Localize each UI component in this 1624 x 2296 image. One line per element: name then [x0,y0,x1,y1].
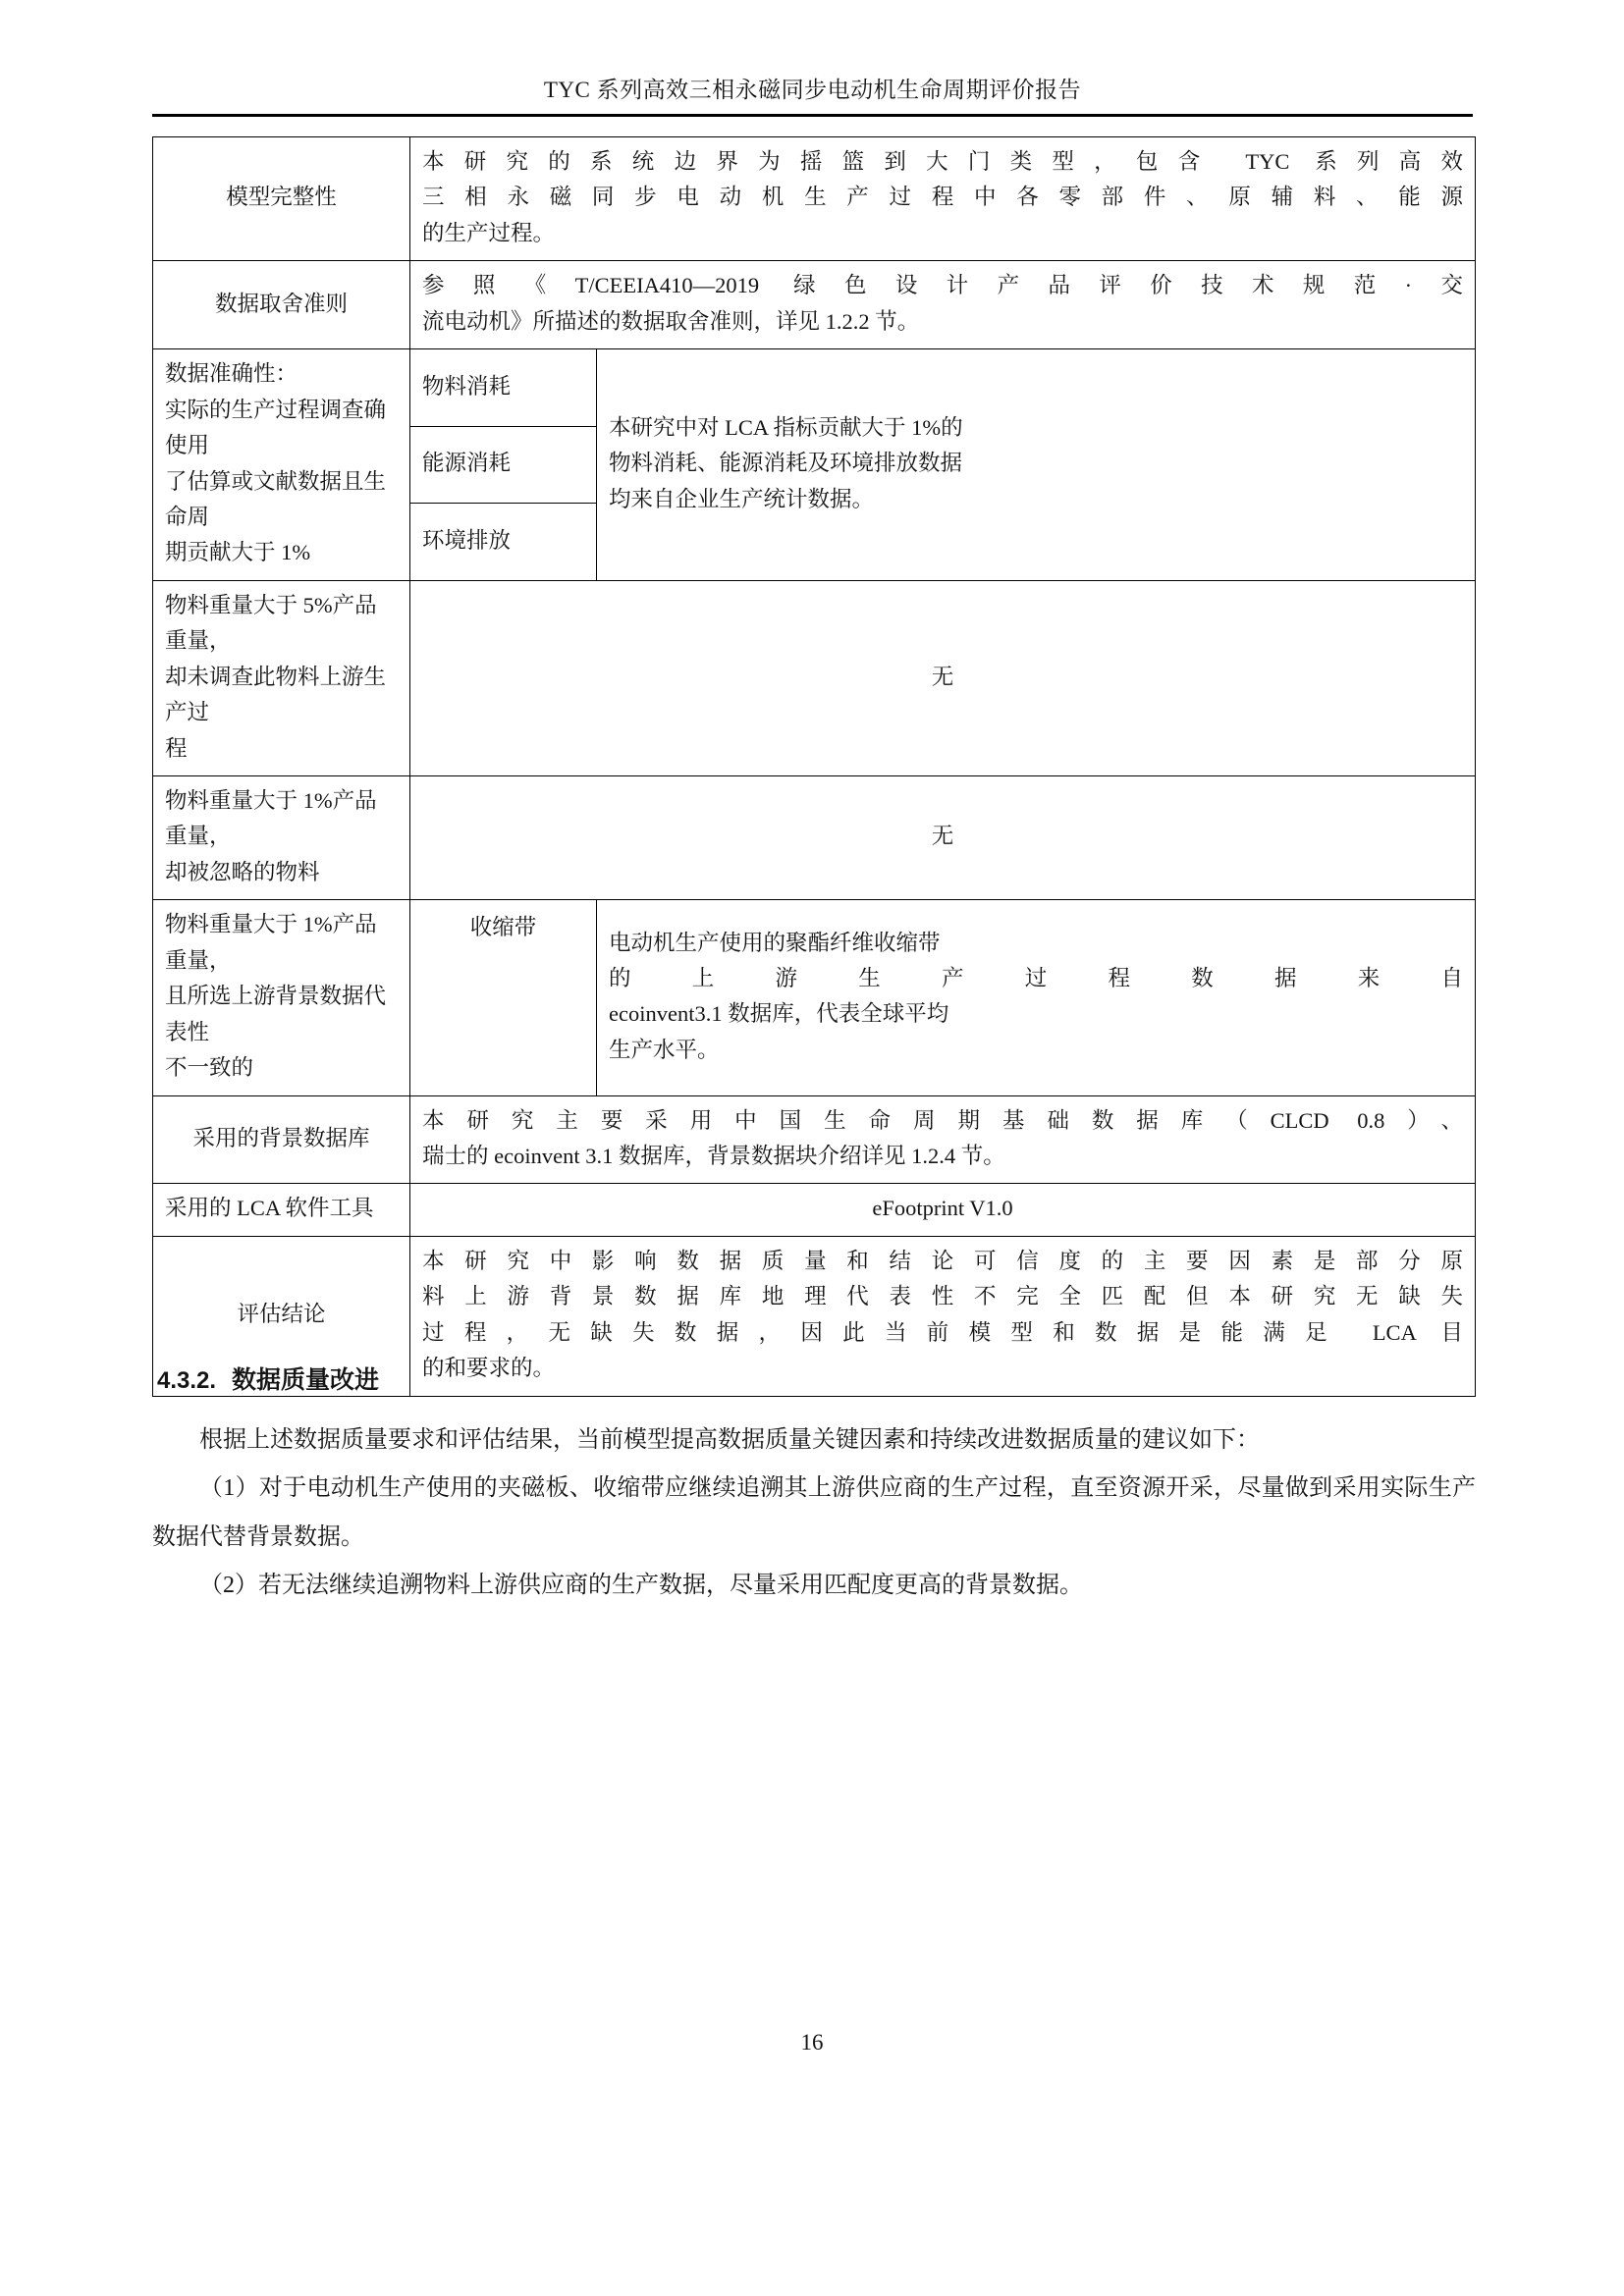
running-header-title: TYC 系列高效三相永磁同步电动机生命周期评价报告 [543,78,1082,102]
label-line: 却被忽略的物料 [165,859,320,884]
row-value-data-accuracy [597,349,1476,581]
row-label-model-completeness: 模型完整性 [153,137,410,261]
row-label-background-data-inconsistent [153,900,410,1095]
value-line: 过程，无缺失数据，因此当前模型和数据是能满足 LCA 目 [422,1319,1464,1345]
value-line: 本研究中影响数据质量和结论可信度的主要因素是部分原 [422,1248,1464,1273]
value-line: 本研究主要采用中国生命周期基础数据库（CLCD 0.8）、 [422,1107,1464,1133]
row-label-background-database: 采用的背景数据库 [153,1095,410,1184]
label-line: 不一致的 [165,1055,254,1081]
value-line: 的和要求的。 [422,1356,556,1381]
row-value-cutoff-criteria [410,261,1476,349]
table-row [153,580,1476,775]
value-line: 本研究中对 LCA 指标贡献大于 1%的 [609,414,963,440]
paragraph-intro: 根据上述数据质量要求和评估结果，当前模型提高数据质量关键因素和持续改进数据质量的建议如下： [199,1427,1260,1453]
value-line: 流电动机》所描述的数据取舍准则，详见 1.2.2 节。 [422,308,920,334]
section-title: 数据质量改进 [232,1366,380,1394]
running-header [152,77,1473,117]
section-number: 4.3.2. [157,1367,217,1394]
row-value-lca-software: eFootprint V1.0 [410,1184,1476,1236]
value-line: 的生产过程。 [422,220,556,245]
value-line: 电动机生产使用的聚酯纤维收缩带 [609,930,941,955]
row-value-model-completeness [410,137,1476,261]
table-row [153,349,1476,427]
label-line: 期贡献大于 1% [165,540,311,565]
row-label-material-over-5-percent [153,580,410,775]
section-heading [157,1361,379,1396]
row-label-assessment-conclusion: 评估结论 [153,1236,410,1396]
subrow-label-shrink-tape: 收缩带 [410,900,597,1095]
row-value-material-over-1-percent-ignored: 无 [410,776,1476,900]
header-divider-rule [152,114,1473,117]
value-line: 本研究的系统边界为摇篮到大门类型，包含 TYC 系列高效 [422,149,1464,174]
paragraph-item-2: （2）若无法继续追溯物料上游供应商的生产数据，尽量采用匹配度更高的背景数据。 [199,1573,1083,1599]
value-line: 料上游背景数据库地理代表性不完全匹配但本研究无缺失 [422,1284,1464,1309]
table-row [153,776,1476,900]
label-line: 却未调查此物料上游生产过 [165,664,387,725]
row-value-shrink-tape [597,900,1476,1095]
row-label-cutoff-criteria: 数据取舍准则 [153,261,410,349]
subrow-label-environmental-emission: 环境排放 [410,504,597,581]
value-line: 三相永磁同步电动机生产过程中各零部件、原辅料、能源 [422,185,1464,210]
row-value-material-over-5-percent: 无 [410,580,1476,775]
table-row [153,137,1476,261]
table-row [153,261,1476,349]
row-label-lca-software: 采用的 LCA 软件工具 [153,1184,410,1236]
subrow-label-material-consumption: 物料消耗 [410,349,597,427]
label-line: 物料重量大于 1%产品重量， [165,788,377,849]
row-label-material-over-1-percent-ignored [153,776,410,900]
value-line: 的上游生产过程数据来自 [609,965,1464,990]
body-content [152,1416,1476,1611]
label-line: 实际的生产过程调查确使用 [165,397,387,458]
paragraph-item-1: （1）对于电动机生产使用的夹磁板、收缩带应继续追溯其上游供应商的生产过程，直至资源开采，尽量做到采用实际生产数据代替背景数据。 [152,1475,1476,1550]
data-quality-table-wrapper [152,136,1475,1397]
data-quality-table [152,136,1476,1397]
value-line: 生产水平。 [609,1037,720,1062]
subrow-label-energy-consumption: 能源消耗 [410,426,597,504]
row-value-assessment-conclusion [410,1236,1476,1396]
table-row [153,1095,1476,1184]
label-line: 程 [165,735,188,761]
value-line: 参照《T/CEEIA410—2019 绿色设计产品评价技术规范·交 [422,273,1464,298]
row-value-background-database [410,1095,1476,1184]
page-number: 16 [800,2030,824,2055]
value-line: 瑞士的 ecoinvent 3.1 数据库，背景数据块介绍详见 1.2.4 节。 [422,1143,1005,1168]
row-label-data-accuracy [153,349,410,581]
label-line: 且所选上游背景数据代表性 [165,984,387,1044]
value-line: 均来自企业生产统计数据。 [609,486,875,511]
label-line: 物料重量大于 1%产品重量， [165,912,377,973]
label-line: 了估算或文献数据且生命周 [165,468,387,529]
label-line: 数据准确性： [165,361,298,387]
value-line: ecoinvent3.1 数据库，代表全球平均 [609,1001,949,1027]
label-line: 物料重量大于 5%产品重量， [165,592,377,654]
table-row [153,1184,1476,1236]
value-line: 物料消耗、能源消耗及环境排放数据 [609,451,963,476]
table-row [153,900,1476,1095]
